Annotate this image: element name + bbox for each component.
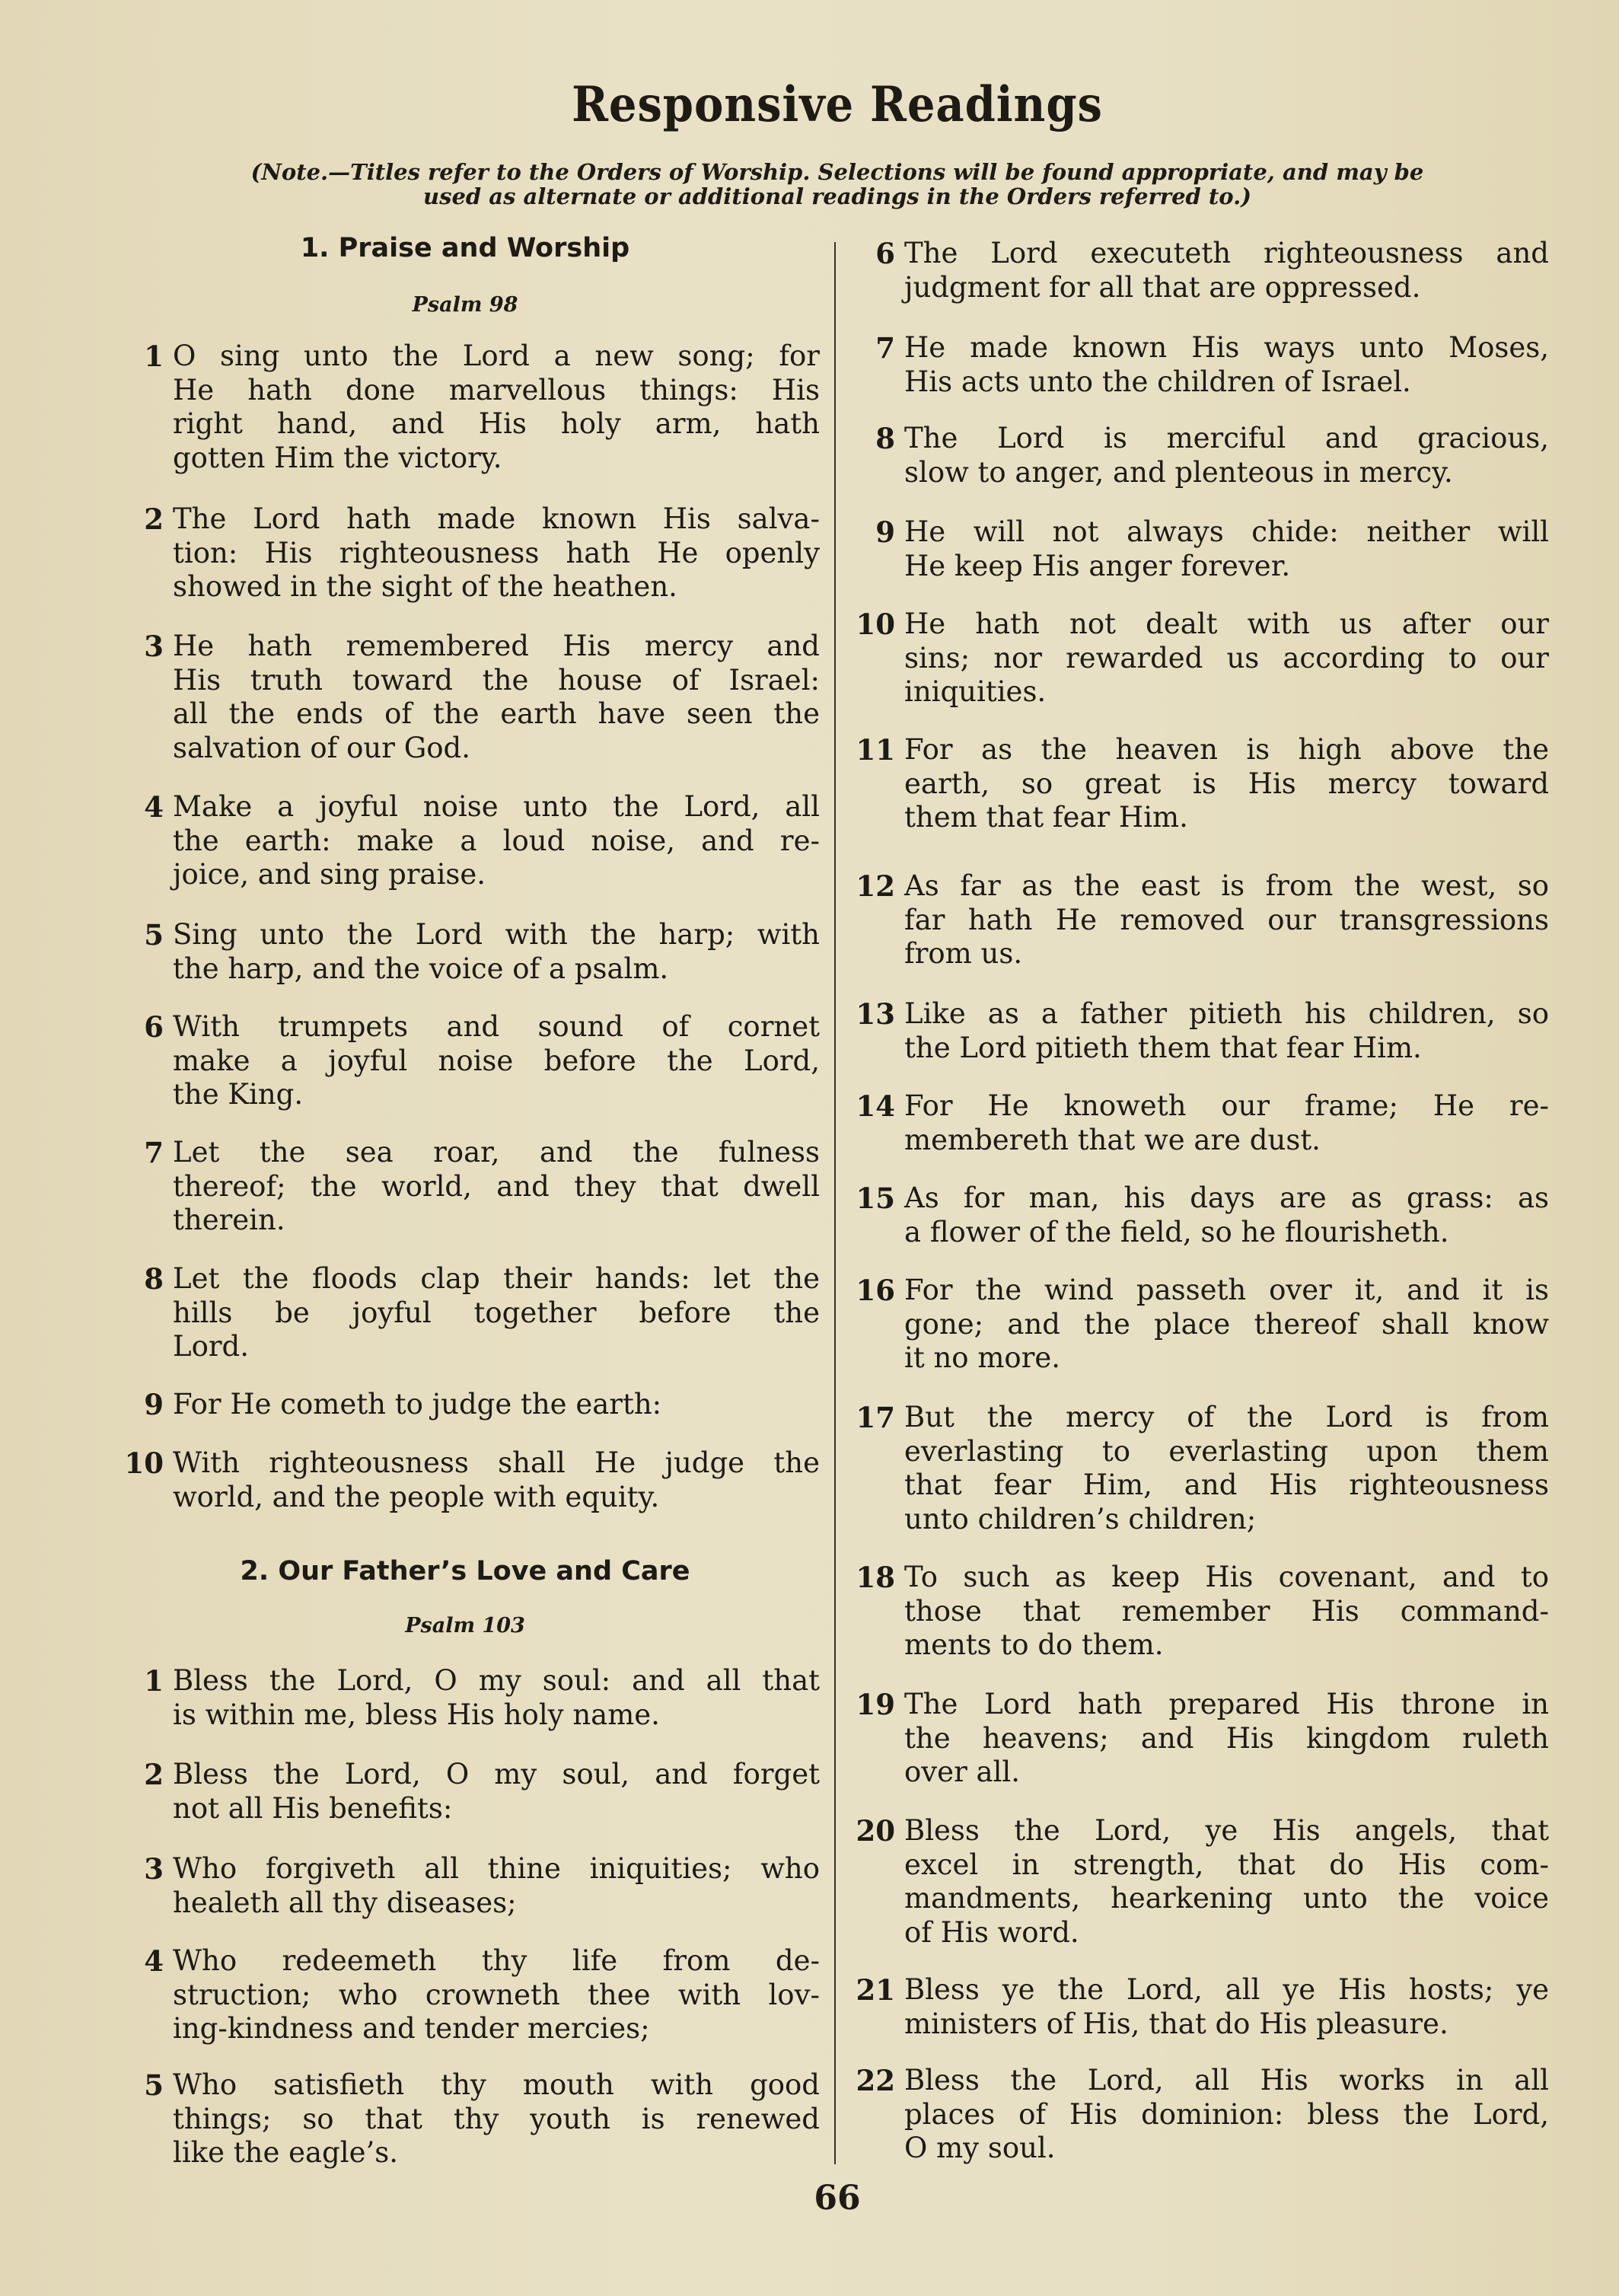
verse-line: the heavens; and His kingdom ruleth (904, 1721, 1549, 1755)
verse-line: To such as keep His covenant, and to (904, 1561, 1549, 1593)
verse-text (904, 1401, 1549, 1536)
verse-line: As for man, his days are as grass: as (904, 1181, 1549, 1214)
verse-number: 4 (144, 1944, 164, 1978)
verse-number: 11 (856, 733, 895, 767)
verse-number: 7 (875, 331, 895, 365)
verse-text (904, 1181, 1549, 1249)
verse-line: Make a joyful noise unto the Lord, all (173, 790, 820, 823)
verse-text (173, 1852, 820, 1920)
verse-number: 3 (144, 630, 164, 663)
verse-line: O my soul. (904, 2132, 1056, 2165)
verse-line: He hath not dealt with us after our (904, 607, 1549, 640)
verse-line: the earth: make a loud noise, and re- (173, 824, 820, 857)
verse-line: mandments, hearkening unto the voice (904, 1882, 1549, 1915)
verse-number: 2 (144, 1758, 164, 1791)
verse-line: He made known His ways unto Moses, (904, 331, 1549, 364)
section-heading-fathers-love: 2. Our Father’s Love and Care (240, 1556, 690, 1586)
verse-line: hills be joyful together before the (173, 1296, 820, 1329)
note (190, 160, 1484, 209)
verse-line: them that fear Him. (904, 801, 1188, 834)
verse-line: His truth toward the house of Israel: (173, 663, 820, 697)
verse-line: ments to do them. (904, 1628, 1164, 1662)
verse-text (173, 1446, 820, 1514)
verse-line: world, and the people with equity. (173, 1480, 660, 1513)
verse-number: 14 (856, 1089, 895, 1123)
verse-line: things; so that thy youth is renewed (173, 2102, 820, 2135)
verse-line: The Lord executeth righteousness and (904, 237, 1549, 269)
verse-number: 8 (144, 1262, 164, 1296)
verse-line: Lord. (173, 1330, 249, 1363)
verse-line: a flower of the field, so he flourisheth. (904, 1215, 1449, 1248)
verse-number: 5 (144, 918, 164, 952)
verse-number: 8 (875, 422, 895, 455)
verse-number: 7 (144, 1136, 164, 1169)
verse-line: He keep His anger forever. (904, 549, 1291, 582)
verse-line: gone; and the place thereof shall know (904, 1307, 1549, 1341)
verse-text (173, 1010, 820, 1112)
verse-line: it no more. (904, 1341, 1061, 1375)
verse-line: those that remember His command- (904, 1594, 1549, 1628)
column-divider (834, 242, 836, 2164)
verse-line: salvation of our God. (173, 731, 470, 764)
verse-text (173, 1758, 820, 1826)
verse-line: With trumpets and sound of cornet (173, 1010, 820, 1043)
verse-line: the harp, and the voice of a psalm. (173, 952, 669, 985)
verse-number: 1 (144, 340, 164, 373)
verse-line: slow to anger, and plenteous in mercy. (904, 455, 1453, 489)
verse-line: everlasting to everlasting upon them (904, 1434, 1549, 1468)
verse-line: Let the sea roar, and the fulness (173, 1136, 820, 1169)
verse-text (904, 422, 1549, 489)
verse-text (904, 607, 1549, 710)
verse-line: The Lord hath made known His salva- (173, 502, 820, 535)
verse-line: Who redeemeth thy life from de- (173, 1944, 820, 1977)
verse-line: struction; who crowneth thee with lov- (173, 1978, 820, 2011)
verse-line: healeth all thy diseases; (173, 1886, 517, 1919)
verse-line: therein. (173, 1204, 285, 1237)
verse-line: right hand, and His holy arm, hath (173, 407, 820, 441)
verse-line: sins; nor rewarded us according to our (904, 641, 1549, 674)
verse-number: 1 (144, 1664, 164, 1698)
verse-text (173, 1388, 820, 1422)
verse-number: 21 (856, 1973, 895, 2007)
verse-line: The Lord hath prepared His throne in (904, 1688, 1549, 1720)
verse-line: unto children’s children; (904, 1502, 1257, 1535)
verse-text (904, 331, 1549, 399)
verse-text (904, 733, 1549, 835)
verse-line: ministers of His, that do His pleasure. (904, 2007, 1448, 2040)
verse-text (904, 237, 1549, 305)
verse-text (904, 515, 1549, 583)
verse-line: of His word. (904, 1915, 1079, 1949)
page-title: Responsive Readings (572, 76, 1103, 133)
note-line: (Note.—Titles refer to the Orders of Worship. Selections will be found appropriate, and may be (250, 159, 1424, 185)
verse-text (904, 1274, 1549, 1376)
verse-text (173, 340, 820, 475)
verse-line: For the wind passeth over it, and it is (904, 1274, 1549, 1306)
verse-text (173, 2068, 820, 2170)
verse-line: from us. (904, 937, 1023, 971)
verse-number: 22 (856, 2064, 895, 2097)
verse-line: the King. (173, 1078, 304, 1111)
verse-line: make a joyful noise before the Lord, (173, 1044, 820, 1077)
verse-text (173, 1944, 820, 2046)
verse-line: Sing unto the Lord with the harp; with (173, 918, 820, 951)
section-heading-praise-and-worship: 1. Praise and Worship (300, 233, 630, 263)
verse-line: Bless the Lord, O my soul: and all that (173, 1664, 820, 1697)
verse-number: 12 (856, 869, 895, 903)
verse-number: 9 (144, 1388, 164, 1421)
verse-number: 16 (856, 1274, 895, 1307)
verse-text (904, 1814, 1549, 1950)
verse-line: far hath He removed our transgressions (904, 903, 1549, 936)
verse-line: excel in strength, that do His com- (904, 1848, 1549, 1881)
verse-line: not all His benefits: (173, 1791, 453, 1825)
verse-line: membereth that we are dust. (904, 1123, 1321, 1156)
verse-line: showed in the sight of the heathen. (173, 570, 677, 604)
verse-text (173, 1262, 820, 1364)
verse-line: judgment for all that are oppressed. (904, 270, 1421, 304)
verse-number: 9 (875, 515, 895, 549)
verse-line: that fear Him, and His righteousness (904, 1468, 1549, 1502)
verse-line: His acts unto the children of Israel. (904, 365, 1411, 398)
verse-line: places of His dominion: bless the Lord, (904, 2097, 1549, 2131)
verse-line: Who forgiveth all thine iniquities; who (173, 1852, 820, 1885)
verse-text (173, 790, 820, 892)
verse-number: 6 (144, 1010, 164, 1044)
verse-number: 4 (144, 790, 164, 824)
verse-line: Bless the Lord, all His works in all (904, 2064, 1549, 2097)
verse-line: With righteousness shall He judge the (173, 1446, 820, 1479)
verse-line: Bless ye the Lord, all ye His hosts; ye (904, 1973, 1549, 2006)
verse-line: all the ends of the earth have seen the (173, 697, 820, 731)
verse-text (904, 1688, 1549, 1790)
verse-text (904, 869, 1549, 971)
verse-line: Who satisfieth thy mouth with good (173, 2068, 820, 2101)
verse-line: iniquities. (904, 675, 1047, 709)
verse-line: joice, and sing praise. (173, 858, 486, 891)
verse-number: 10 (856, 607, 895, 641)
verse-line: over all. (904, 1755, 1021, 1789)
verse-text (904, 997, 1549, 1065)
verse-line: But the mercy of the Lord is from (904, 1401, 1549, 1433)
verse-number: 5 (144, 2068, 164, 2102)
verse-number: 13 (856, 997, 895, 1031)
verse-line: Bless the Lord, ye His angels, that (904, 1814, 1549, 1847)
verse-line: like the eagle’s. (173, 2136, 398, 2170)
page-number: 66 (814, 2179, 861, 2218)
verse-text (173, 502, 820, 604)
psalm-reference: Psalm 103 (405, 1614, 525, 1637)
verse-line: As far as the east is from the west, so (904, 869, 1549, 902)
verse-line: is within me, bless His holy name. (173, 1698, 660, 1731)
psalm-reference: Psalm 98 (412, 293, 518, 317)
verse-number: 17 (856, 1401, 895, 1434)
verse-text (904, 1973, 1549, 2041)
verse-line: Like as a father pitieth his children, so (904, 997, 1549, 1030)
verse-number: 2 (144, 502, 164, 536)
verse-text (173, 1136, 820, 1238)
verse-line: ing-kindness and tender mercies; (173, 2012, 650, 2046)
verse-line: For as the heaven is high above the (904, 733, 1549, 766)
verse-number: 3 (144, 1852, 164, 1886)
verse-line: earth, so great is His mercy toward (904, 767, 1549, 800)
verse-text (173, 1664, 820, 1732)
verse-line: Bless the Lord, O my soul, and forget (173, 1758, 820, 1791)
verse-line: For He cometh to judge the earth: (173, 1388, 662, 1421)
verse-text (904, 1561, 1549, 1663)
verse-line: Let the floods clap their hands: let the (173, 1262, 820, 1295)
verse-text (904, 1089, 1549, 1157)
verse-line: He will not always chide: neither will (904, 515, 1549, 548)
verse-number: 20 (856, 1814, 895, 1848)
verse-number: 10 (124, 1446, 164, 1480)
verse-line: the Lord pitieth them that fear Him. (904, 1031, 1422, 1064)
verse-line: tion: His righteousness hath He openly (173, 536, 820, 569)
verse-line: gotten Him the victory. (173, 441, 502, 474)
verse-line: He hath remembered His mercy and (173, 630, 820, 662)
verse-text (173, 918, 820, 986)
verse-number: 18 (856, 1561, 895, 1594)
verse-line: thereof; the world, and they that dwell (173, 1169, 820, 1203)
note-line: used as alternate or additional readings in the Orders referred to.) (423, 183, 1251, 209)
verse-line: O sing unto the Lord a new song; for (173, 340, 820, 372)
verse-number: 19 (856, 1688, 895, 1721)
verse-line: The Lord is merciful and gracious, (904, 422, 1549, 454)
verse-line: He hath done marvellous things: His (173, 373, 820, 407)
verse-number: 6 (875, 237, 895, 270)
verse-text (173, 630, 820, 765)
verse-line: For He knoweth our frame; He re- (904, 1089, 1549, 1122)
verse-number: 15 (856, 1181, 895, 1215)
verse-text (904, 2064, 1549, 2166)
